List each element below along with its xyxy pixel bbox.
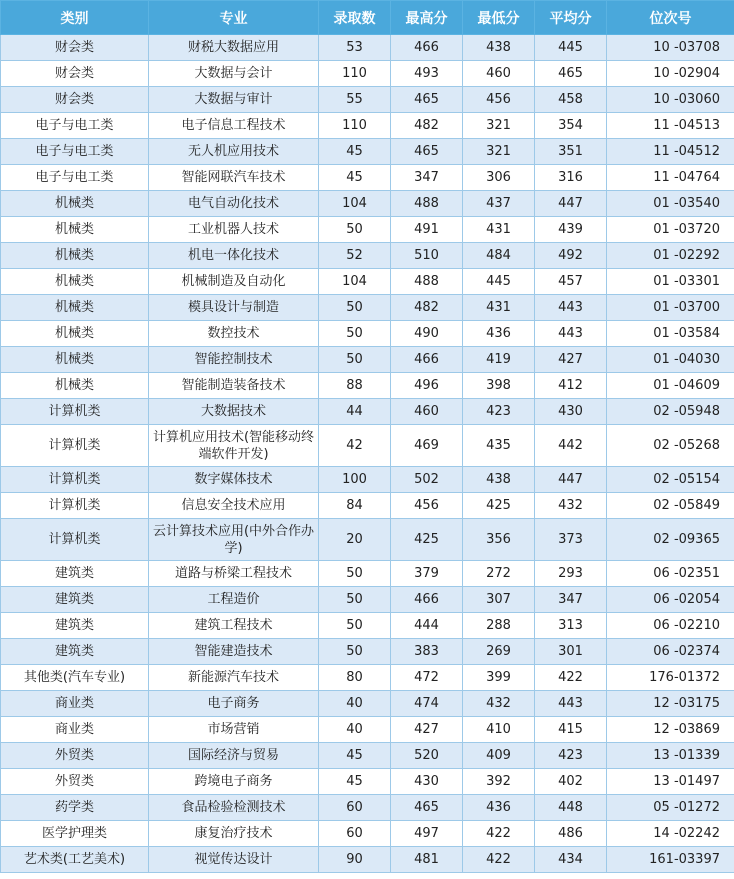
- table-row: [1, 717, 734, 743]
- cell-avg-score: 457: [535, 269, 607, 295]
- cell-admitted-count: 52: [319, 243, 391, 269]
- cell-rank: 06 -02374: [607, 639, 734, 665]
- table-row: [1, 113, 734, 139]
- cell-admitted-count: 60: [319, 795, 391, 821]
- cell-rank: 06 -02210: [607, 613, 734, 639]
- cell-max-score: 497: [391, 821, 463, 847]
- cell-min-score: 321: [463, 113, 535, 139]
- cell-rank: 02 -05154: [607, 467, 734, 493]
- cell-major: 信息安全技术应用: [149, 493, 319, 519]
- table-row: [1, 425, 734, 467]
- cell-rank: 10 -03060: [607, 87, 734, 113]
- cell-avg-score: 492: [535, 243, 607, 269]
- cell-rank: 01 -02292: [607, 243, 734, 269]
- cell-avg-score: 430: [535, 399, 607, 425]
- cell-rank: 10 -03708: [607, 35, 734, 61]
- cell-category: 机械类: [1, 191, 149, 217]
- cell-avg-score: 373: [535, 519, 607, 561]
- header-major: 专业: [149, 1, 319, 35]
- cell-admitted-count: 60: [319, 821, 391, 847]
- table-row: [1, 347, 734, 373]
- cell-major: 跨境电子商务: [149, 769, 319, 795]
- cell-rank: 02 -09365: [607, 519, 734, 561]
- cell-admitted-count: 50: [319, 561, 391, 587]
- cell-admitted-count: 100: [319, 467, 391, 493]
- cell-min-score: 460: [463, 61, 535, 87]
- cell-category: 机械类: [1, 295, 149, 321]
- cell-admitted-count: 45: [319, 743, 391, 769]
- cell-admitted-count: 50: [319, 587, 391, 613]
- table-row: [1, 269, 734, 295]
- cell-major: 电子商务: [149, 691, 319, 717]
- cell-max-score: 379: [391, 561, 463, 587]
- cell-avg-score: 445: [535, 35, 607, 61]
- cell-category: 其他类(汽车专业): [1, 665, 149, 691]
- cell-major: 市场营销: [149, 717, 319, 743]
- cell-major: 无人机应用技术: [149, 139, 319, 165]
- cell-category: 商业类: [1, 717, 149, 743]
- cell-admitted-count: 42: [319, 425, 391, 467]
- cell-max-score: 488: [391, 191, 463, 217]
- cell-major: 财税大数据应用: [149, 35, 319, 61]
- cell-max-score: 460: [391, 399, 463, 425]
- cell-category: 财会类: [1, 87, 149, 113]
- cell-max-score: 347: [391, 165, 463, 191]
- cell-max-score: 466: [391, 347, 463, 373]
- cell-rank: 02 -05268: [607, 425, 734, 467]
- cell-max-score: 496: [391, 373, 463, 399]
- table-row: [1, 493, 734, 519]
- cell-rank: 13 -01339: [607, 743, 734, 769]
- cell-max-score: 469: [391, 425, 463, 467]
- cell-max-score: 510: [391, 243, 463, 269]
- header-row: [1, 1, 734, 35]
- cell-category: 艺术类(工艺美术): [1, 847, 149, 873]
- cell-avg-score: 443: [535, 691, 607, 717]
- cell-min-score: 422: [463, 821, 535, 847]
- cell-max-score: 502: [391, 467, 463, 493]
- cell-max-score: 465: [391, 87, 463, 113]
- header-category: 类别: [1, 1, 149, 35]
- cell-major: 计算机应用技术(智能移动终端软件开发): [149, 425, 319, 467]
- table-row: [1, 665, 734, 691]
- cell-min-score: 399: [463, 665, 535, 691]
- cell-min-score: 437: [463, 191, 535, 217]
- cell-rank: 01 -03720: [607, 217, 734, 243]
- cell-category: 计算机类: [1, 493, 149, 519]
- cell-admitted-count: 20: [319, 519, 391, 561]
- cell-max-score: 490: [391, 321, 463, 347]
- cell-admitted-count: 40: [319, 691, 391, 717]
- cell-min-score: 456: [463, 87, 535, 113]
- cell-min-score: 409: [463, 743, 535, 769]
- cell-category: 机械类: [1, 269, 149, 295]
- cell-admitted-count: 50: [319, 217, 391, 243]
- cell-max-score: 472: [391, 665, 463, 691]
- cell-avg-score: 402: [535, 769, 607, 795]
- cell-min-score: 423: [463, 399, 535, 425]
- cell-rank: 02 -05849: [607, 493, 734, 519]
- cell-avg-score: 316: [535, 165, 607, 191]
- cell-max-score: 444: [391, 613, 463, 639]
- cell-rank: 14 -02242: [607, 821, 734, 847]
- cell-major: 智能制造装备技术: [149, 373, 319, 399]
- cell-admitted-count: 50: [319, 613, 391, 639]
- cell-min-score: 484: [463, 243, 535, 269]
- cell-major: 机械制造及自动化: [149, 269, 319, 295]
- cell-admitted-count: 55: [319, 87, 391, 113]
- table-row: [1, 217, 734, 243]
- cell-rank: 01 -04030: [607, 347, 734, 373]
- cell-category: 建筑类: [1, 613, 149, 639]
- cell-avg-score: 458: [535, 87, 607, 113]
- cell-max-score: 425: [391, 519, 463, 561]
- cell-admitted-count: 44: [319, 399, 391, 425]
- header-max-score: 最高分: [391, 1, 463, 35]
- cell-category: 财会类: [1, 61, 149, 87]
- table-row: [1, 691, 734, 717]
- cell-min-score: 269: [463, 639, 535, 665]
- table-row: [1, 613, 734, 639]
- cell-avg-score: 447: [535, 467, 607, 493]
- table-row: [1, 191, 734, 217]
- cell-admitted-count: 90: [319, 847, 391, 873]
- table-row: [1, 139, 734, 165]
- cell-avg-score: 351: [535, 139, 607, 165]
- cell-category: 机械类: [1, 347, 149, 373]
- cell-avg-score: 439: [535, 217, 607, 243]
- cell-major: 数控技术: [149, 321, 319, 347]
- cell-avg-score: 313: [535, 613, 607, 639]
- cell-major: 电子信息工程技术: [149, 113, 319, 139]
- cell-category: 财会类: [1, 35, 149, 61]
- table-row: [1, 639, 734, 665]
- cell-admitted-count: 110: [319, 113, 391, 139]
- table-row: [1, 795, 734, 821]
- cell-category: 电子与电工类: [1, 165, 149, 191]
- table-row: [1, 321, 734, 347]
- cell-category: 计算机类: [1, 467, 149, 493]
- cell-category: 商业类: [1, 691, 149, 717]
- cell-category: 建筑类: [1, 639, 149, 665]
- cell-major: 智能网联汽车技术: [149, 165, 319, 191]
- cell-min-score: 425: [463, 493, 535, 519]
- cell-rank: 11 -04512: [607, 139, 734, 165]
- cell-min-score: 436: [463, 321, 535, 347]
- cell-max-score: 465: [391, 139, 463, 165]
- cell-category: 机械类: [1, 243, 149, 269]
- cell-min-score: 435: [463, 425, 535, 467]
- cell-admitted-count: 45: [319, 769, 391, 795]
- cell-admitted-count: 80: [319, 665, 391, 691]
- table-row: [1, 399, 734, 425]
- cell-max-score: 456: [391, 493, 463, 519]
- cell-rank: 01 -03700: [607, 295, 734, 321]
- table-row: [1, 61, 734, 87]
- table-body: [1, 35, 734, 873]
- cell-min-score: 356: [463, 519, 535, 561]
- cell-max-score: 465: [391, 795, 463, 821]
- cell-major: 康复治疗技术: [149, 821, 319, 847]
- header-avg-score: 平均分: [535, 1, 607, 35]
- cell-major: 工程造价: [149, 587, 319, 613]
- cell-admitted-count: 50: [319, 321, 391, 347]
- cell-admitted-count: 50: [319, 639, 391, 665]
- cell-major: 模具设计与制造: [149, 295, 319, 321]
- cell-max-score: 482: [391, 295, 463, 321]
- cell-max-score: 474: [391, 691, 463, 717]
- cell-category: 外贸类: [1, 769, 149, 795]
- cell-major: 机电一体化技术: [149, 243, 319, 269]
- cell-min-score: 410: [463, 717, 535, 743]
- cell-min-score: 436: [463, 795, 535, 821]
- table-row: [1, 295, 734, 321]
- cell-min-score: 431: [463, 217, 535, 243]
- cell-rank: 05 -01272: [607, 795, 734, 821]
- cell-max-score: 466: [391, 587, 463, 613]
- table-row: [1, 165, 734, 191]
- cell-major: 大数据与审计: [149, 87, 319, 113]
- cell-rank: 12 -03869: [607, 717, 734, 743]
- cell-min-score: 431: [463, 295, 535, 321]
- table-row: [1, 847, 734, 873]
- cell-max-score: 383: [391, 639, 463, 665]
- cell-max-score: 430: [391, 769, 463, 795]
- table-row: [1, 373, 734, 399]
- cell-max-score: 427: [391, 717, 463, 743]
- cell-min-score: 392: [463, 769, 535, 795]
- cell-rank: 02 -05948: [607, 399, 734, 425]
- cell-avg-score: 415: [535, 717, 607, 743]
- cell-min-score: 321: [463, 139, 535, 165]
- cell-avg-score: 432: [535, 493, 607, 519]
- cell-min-score: 419: [463, 347, 535, 373]
- cell-admitted-count: 50: [319, 295, 391, 321]
- cell-avg-score: 443: [535, 295, 607, 321]
- cell-admitted-count: 50: [319, 347, 391, 373]
- cell-category: 机械类: [1, 217, 149, 243]
- cell-admitted-count: 53: [319, 35, 391, 61]
- cell-rank: 11 -04764: [607, 165, 734, 191]
- cell-category: 计算机类: [1, 425, 149, 467]
- cell-avg-score: 465: [535, 61, 607, 87]
- cell-rank: 01 -03540: [607, 191, 734, 217]
- cell-major: 道路与桥梁工程技术: [149, 561, 319, 587]
- cell-admitted-count: 84: [319, 493, 391, 519]
- cell-category: 建筑类: [1, 561, 149, 587]
- table-row: [1, 519, 734, 561]
- cell-avg-score: 422: [535, 665, 607, 691]
- cell-major: 大数据技术: [149, 399, 319, 425]
- cell-major: 数字媒体技术: [149, 467, 319, 493]
- cell-avg-score: 486: [535, 821, 607, 847]
- cell-min-score: 438: [463, 35, 535, 61]
- table-row: [1, 243, 734, 269]
- cell-major: 工业机器人技术: [149, 217, 319, 243]
- cell-major: 国际经济与贸易: [149, 743, 319, 769]
- cell-rank: 10 -02904: [607, 61, 734, 87]
- cell-admitted-count: 104: [319, 191, 391, 217]
- header-rank: 位次号: [607, 1, 734, 35]
- cell-major: 视觉传达设计: [149, 847, 319, 873]
- cell-major: 食品检验检测技术: [149, 795, 319, 821]
- cell-category: 计算机类: [1, 519, 149, 561]
- cell-admitted-count: 110: [319, 61, 391, 87]
- cell-min-score: 445: [463, 269, 535, 295]
- cell-min-score: 288: [463, 613, 535, 639]
- cell-rank: 01 -04609: [607, 373, 734, 399]
- cell-major: 大数据与会计: [149, 61, 319, 87]
- cell-rank: 161-03397: [607, 847, 734, 873]
- cell-min-score: 307: [463, 587, 535, 613]
- cell-category: 外贸类: [1, 743, 149, 769]
- cell-avg-score: 434: [535, 847, 607, 873]
- cell-avg-score: 448: [535, 795, 607, 821]
- cell-major: 智能建造技术: [149, 639, 319, 665]
- header-admitted-count: 录取数: [319, 1, 391, 35]
- cell-avg-score: 442: [535, 425, 607, 467]
- cell-admitted-count: 104: [319, 269, 391, 295]
- cell-avg-score: 447: [535, 191, 607, 217]
- cell-avg-score: 301: [535, 639, 607, 665]
- cell-category: 计算机类: [1, 399, 149, 425]
- cell-major: 建筑工程技术: [149, 613, 319, 639]
- cell-rank: 01 -03301: [607, 269, 734, 295]
- cell-min-score: 272: [463, 561, 535, 587]
- cell-max-score: 482: [391, 113, 463, 139]
- cell-max-score: 488: [391, 269, 463, 295]
- cell-max-score: 493: [391, 61, 463, 87]
- cell-avg-score: 423: [535, 743, 607, 769]
- cell-rank: 176-01372: [607, 665, 734, 691]
- cell-rank: 12 -03175: [607, 691, 734, 717]
- table-row: [1, 587, 734, 613]
- cell-category: 电子与电工类: [1, 139, 149, 165]
- cell-avg-score: 412: [535, 373, 607, 399]
- table-row: [1, 769, 734, 795]
- cell-major: 电气自动化技术: [149, 191, 319, 217]
- cell-max-score: 481: [391, 847, 463, 873]
- cell-major: 云计算技术应用(中外合作办学): [149, 519, 319, 561]
- cell-min-score: 438: [463, 467, 535, 493]
- cell-avg-score: 354: [535, 113, 607, 139]
- cell-category: 机械类: [1, 321, 149, 347]
- cell-max-score: 520: [391, 743, 463, 769]
- cell-category: 药学类: [1, 795, 149, 821]
- cell-avg-score: 347: [535, 587, 607, 613]
- table-row: [1, 35, 734, 61]
- cell-rank: 11 -04513: [607, 113, 734, 139]
- cell-category: 电子与电工类: [1, 113, 149, 139]
- cell-rank: 01 -03584: [607, 321, 734, 347]
- header-min-score: 最低分: [463, 1, 535, 35]
- cell-min-score: 398: [463, 373, 535, 399]
- table-row: [1, 561, 734, 587]
- cell-avg-score: 293: [535, 561, 607, 587]
- cell-admitted-count: 45: [319, 139, 391, 165]
- cell-category: 医学护理类: [1, 821, 149, 847]
- cell-admitted-count: 40: [319, 717, 391, 743]
- cell-major: 智能控制技术: [149, 347, 319, 373]
- cell-avg-score: 443: [535, 321, 607, 347]
- cell-admitted-count: 88: [319, 373, 391, 399]
- cell-major: 新能源汽车技术: [149, 665, 319, 691]
- cell-max-score: 466: [391, 35, 463, 61]
- table-row: [1, 743, 734, 769]
- cell-category: 建筑类: [1, 587, 149, 613]
- cell-admitted-count: 45: [319, 165, 391, 191]
- cell-min-score: 306: [463, 165, 535, 191]
- cell-rank: 13 -01497: [607, 769, 734, 795]
- cell-max-score: 491: [391, 217, 463, 243]
- table-row: [1, 821, 734, 847]
- cell-category: 机械类: [1, 373, 149, 399]
- cell-rank: 06 -02054: [607, 587, 734, 613]
- cell-rank: 06 -02351: [607, 561, 734, 587]
- cell-min-score: 432: [463, 691, 535, 717]
- cell-min-score: 422: [463, 847, 535, 873]
- table-row: [1, 87, 734, 113]
- cell-avg-score: 427: [535, 347, 607, 373]
- table-row: [1, 467, 734, 493]
